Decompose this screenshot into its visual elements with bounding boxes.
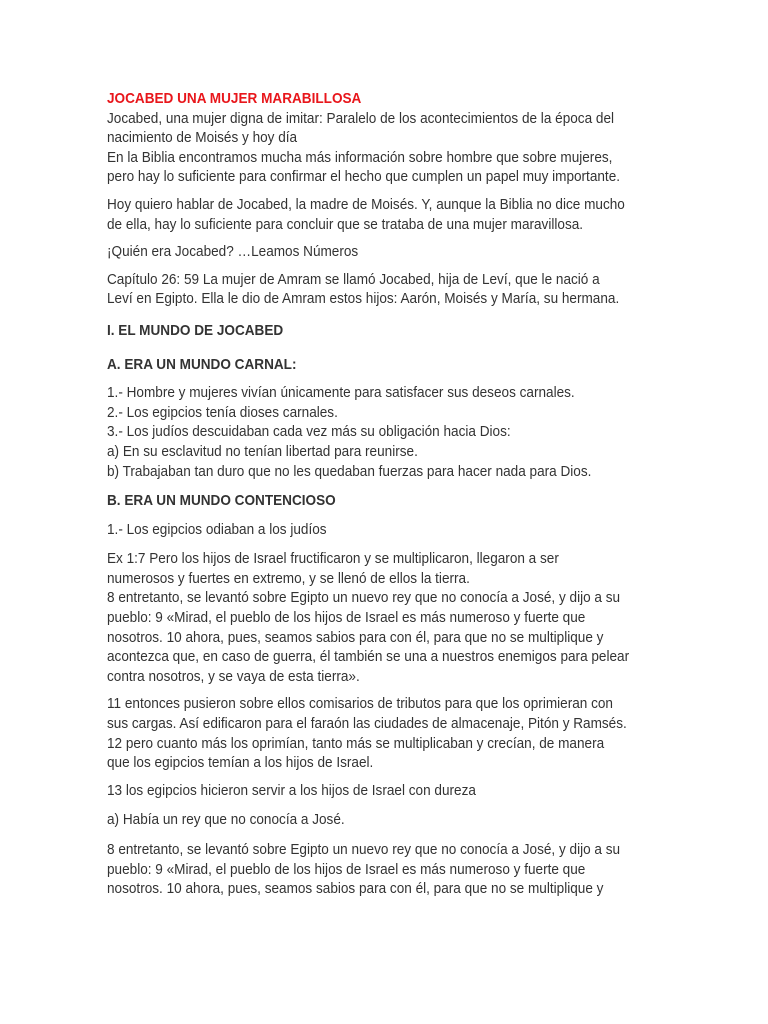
intro-block — [107, 90, 667, 188]
list-carnal — [107, 384, 667, 482]
paragraph-line: que los egipcios temían a los hijos de Israel. — [107, 755, 374, 772]
paragraph-odiaban — [107, 521, 667, 541]
section-heading: B. ERA UN MUNDO CONTENCIOSO — [107, 493, 336, 510]
document-page — [107, 90, 667, 908]
paragraph-line: 12 pero cuanto más los oprimían, tanto más se multiplicaban y crecían, de manera — [107, 735, 605, 752]
paragraph-line: 8 entretanto, se levantó sobre Egipto un nuevo rey que no conocía a José, y dijo a su — [107, 590, 621, 607]
paragraph-line: numerosos y fuertes en extremo, y se llenó de ellos la tierra. — [107, 570, 470, 587]
paragraph-line: contra nosotros, y se vaya de esta tierra». — [107, 668, 360, 685]
list-item: b) Trabajaban tan duro que no les quedaban fuerzas para hacer nada para Dios. — [107, 463, 592, 480]
paragraph-line: 8 entretanto, se levantó sobre Egipto un nuevo rey que no conocía a José, y dijo a su — [107, 842, 621, 858]
section-heading: A. ERA UN MUNDO CARNAL: — [107, 356, 297, 373]
list-item: a) En su esclavitud no tenían libertad para reunirse. — [107, 443, 418, 460]
paragraph-line: de ella, hay lo suficiente para concluir que se trataba de una mujer maravillosa. — [107, 216, 584, 233]
paragraph-line: 11 entonces pusieron sobre ellos comisarios de tributos para que los oprimieran con — [107, 696, 613, 713]
paragraph-line: Capítulo 26: 59 La mujer de Amram se llamó Jocabed, hija de Leví, que le nació a — [107, 271, 600, 288]
paragraph-line: Leví en Egipto. Ella le dio de Amram estos hijos: Aarón, Moisés y María, su hermana. — [107, 291, 620, 308]
intro-line: En la Biblia encontramos mucha más información sobre hombre que sobre mujeres, — [107, 149, 613, 166]
paragraph-quien — [107, 243, 667, 263]
paragraph-8b — [107, 841, 667, 900]
paragraph-line: ¡Quién era Jocabed? …Leamos Números — [107, 244, 359, 261]
paragraph-line: pueblo: 9 «Mirad, el pueblo de los hijos de Israel es más numeroso y fuerte que — [107, 861, 586, 878]
paragraph-line: acontezca que, en caso de guerra, él también se una a nuestros enemigos para pelear — [107, 649, 630, 666]
paragraph-line: Ex 1:7 Pero los hijos de Israel fructificaron y se multiplicaron, llegaron a ser — [107, 551, 559, 568]
paragraph-13 — [107, 782, 667, 802]
paragraph-line: a) Había un rey que no conocía a José. — [107, 812, 345, 829]
paragraph-line: nosotros. 10 ahora, pues, seamos sabios para con él, para que no se multiplique y — [107, 629, 604, 646]
heading-contencioso — [107, 492, 667, 512]
paragraph-line: 1.- Los egipcios odiaban a los judíos — [107, 521, 327, 538]
paragraph-11 — [107, 695, 667, 773]
section-heading: I. EL MUNDO DE JOCABED — [107, 322, 284, 339]
paragraph-ex — [107, 550, 667, 687]
list-item: 1.- Hombre y mujeres vivían únicamente para satisfacer sus deseos carnales. — [107, 385, 575, 402]
document-title: JOCABED UNA MUJER MARABILLOSA — [107, 91, 362, 107]
list-item: 3.- Los judíos descuidaban cada vez más su obligación hacia Dios: — [107, 424, 511, 441]
heading-mundo — [107, 322, 667, 342]
paragraph-line: nosotros. 10 ahora, pues, seamos sabios para con él, para que no se multiplique y — [107, 881, 604, 898]
intro-line: nacimiento de Moisés y hoy día — [107, 130, 298, 147]
paragraph-capitulo — [107, 271, 667, 310]
intro-line: Jocabed, una mujer digna de imitar: Paralelo de los acontecimientos de la época del — [107, 110, 615, 127]
list-item: 2.- Los egipcios tenía dioses carnales. — [107, 404, 338, 421]
paragraph-hoy — [107, 196, 667, 235]
intro-line: pero hay lo suficiente para confirmar el hecho que cumplen un papel muy importante. — [107, 169, 621, 186]
paragraph-line: 13 los egipcios hicieron servir a los hijos de Israel con dureza — [107, 782, 476, 799]
paragraph-line: pueblo: 9 «Mirad, el pueblo de los hijos de Israel es más numeroso y fuerte que — [107, 610, 586, 627]
paragraph-line: Hoy quiero hablar de Jocabed, la madre de Moisés. Y, aunque la Biblia no dice mucho — [107, 196, 625, 213]
paragraph-line: sus cargas. Así edificaron para el faraón las ciudades de almacenaje, Pitón y Ramsés. — [107, 716, 627, 733]
heading-carnal — [107, 356, 667, 376]
paragraph-rey — [107, 811, 667, 831]
